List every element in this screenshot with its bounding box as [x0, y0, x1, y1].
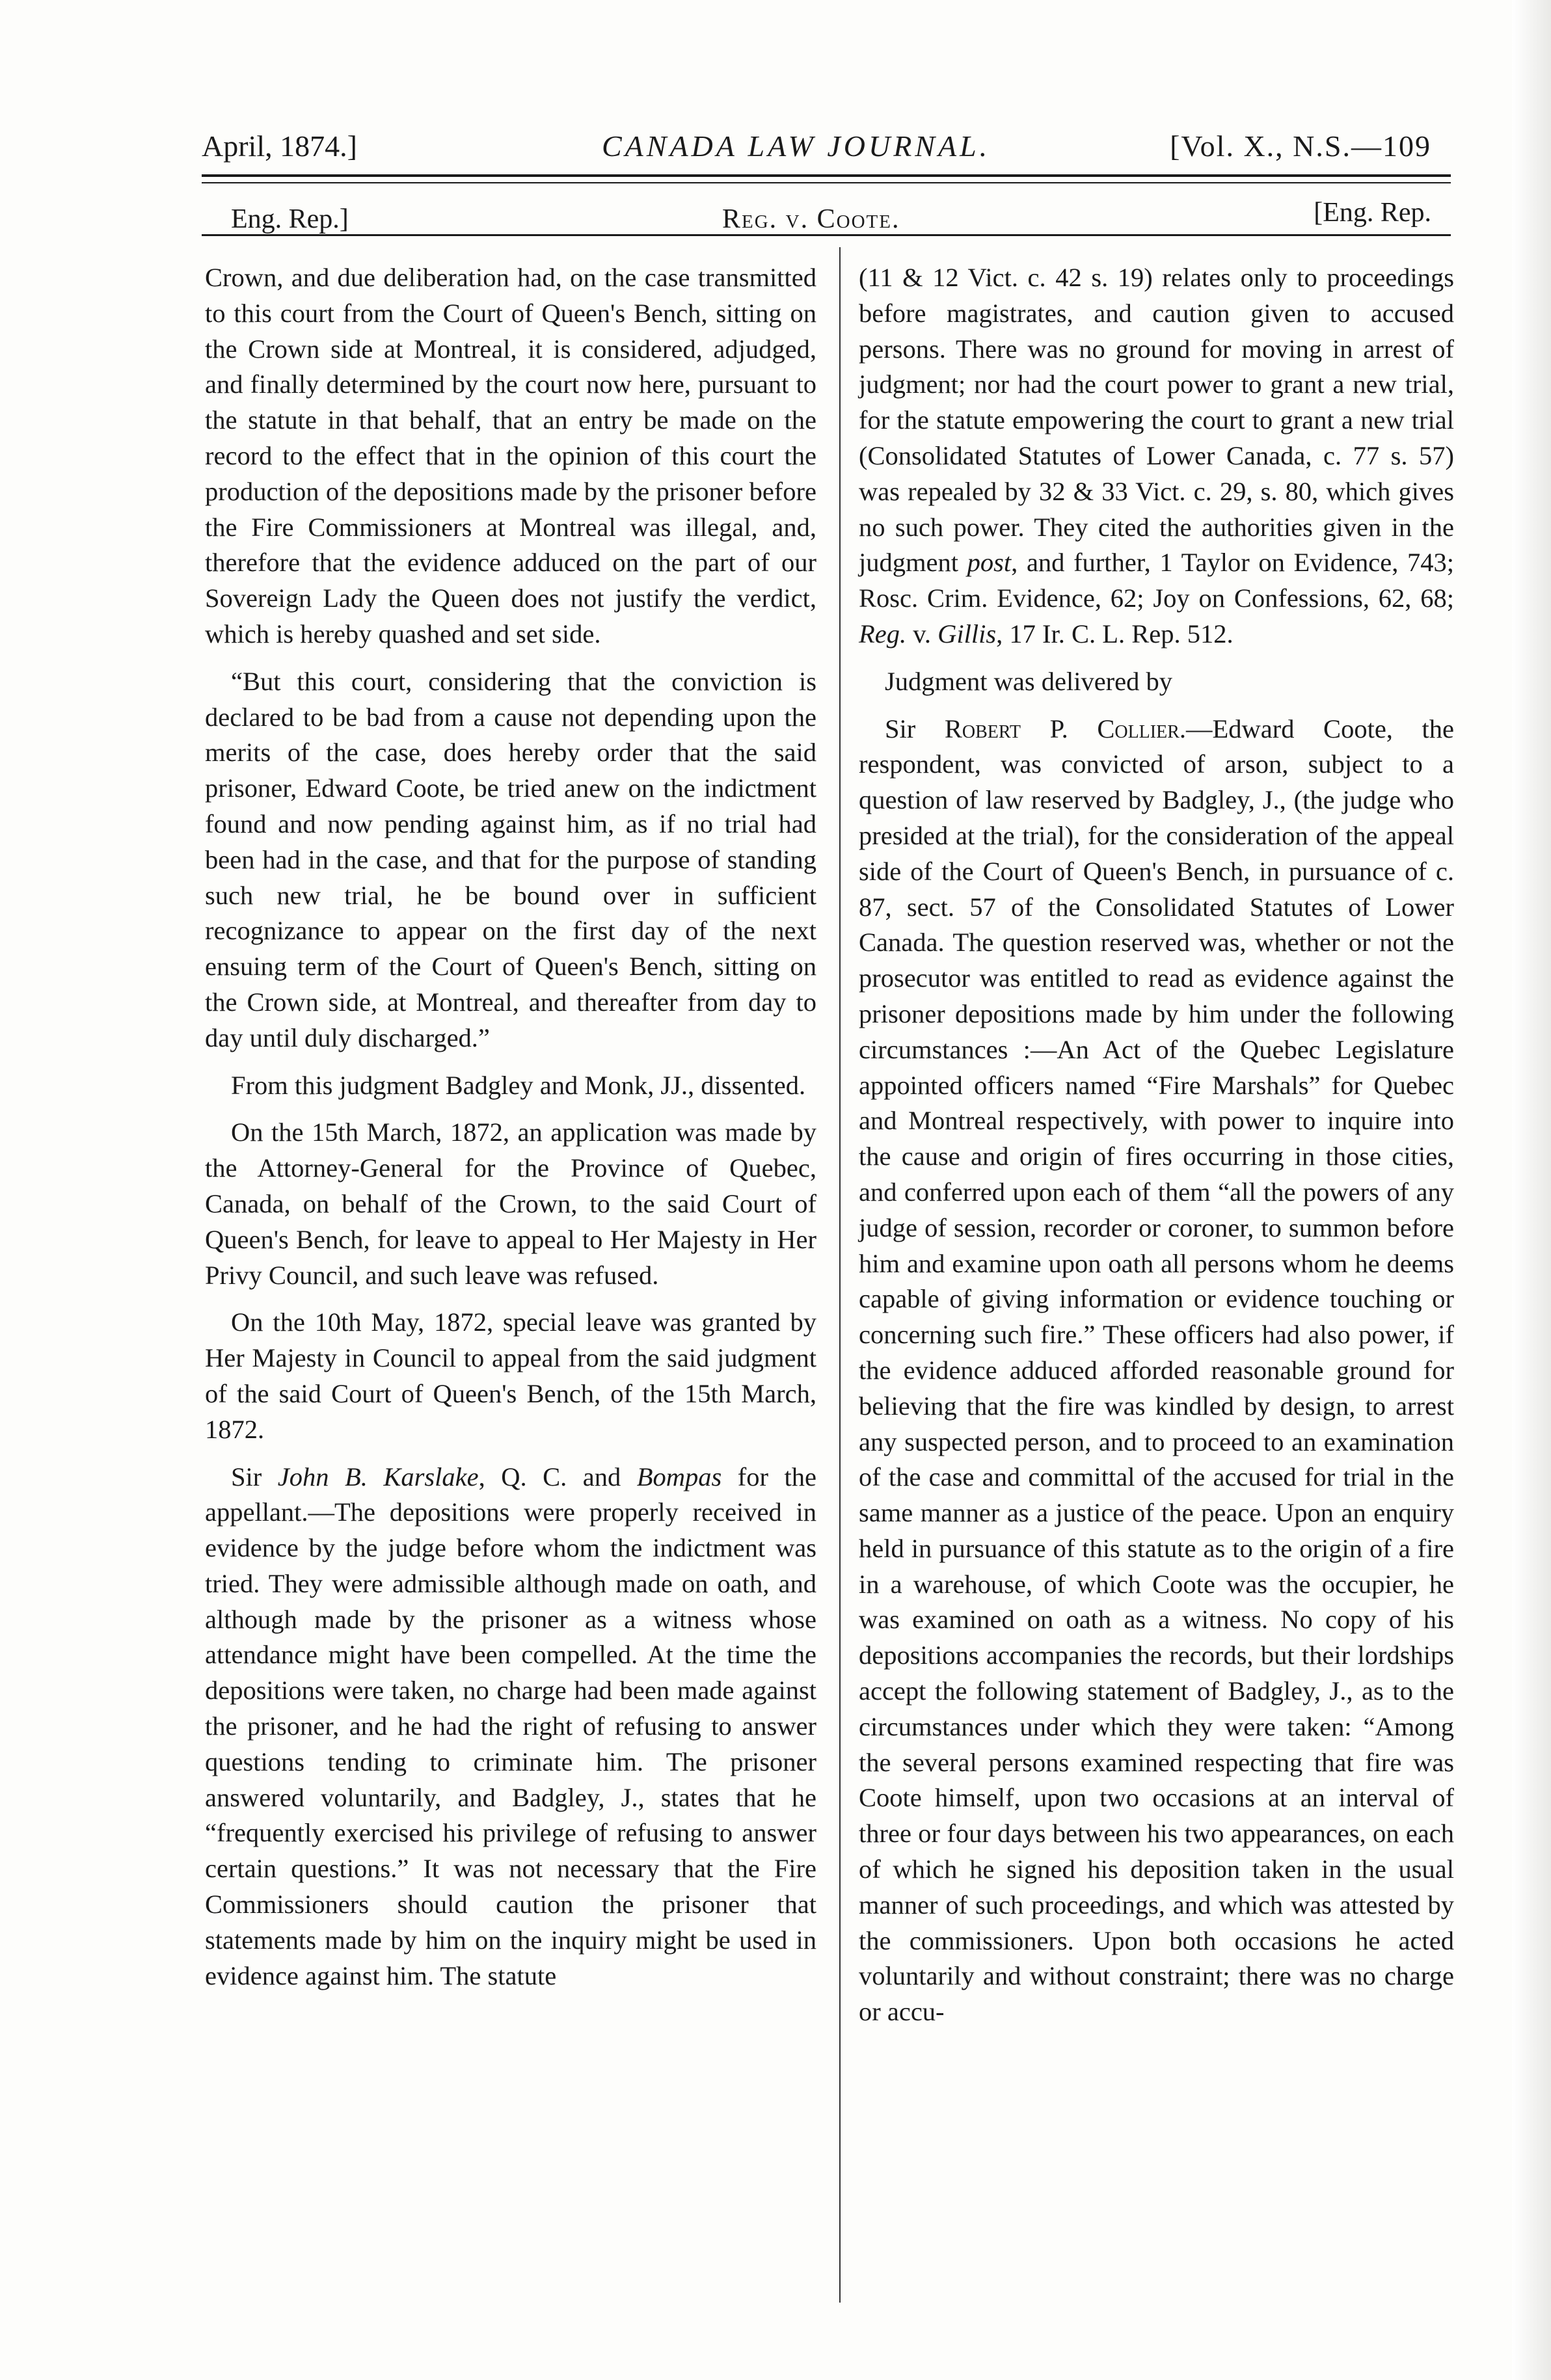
paragraph-statute-argument [859, 260, 1454, 652]
text-sir: Sir [231, 1462, 278, 1491]
paragraph-judgment-delivered: Judgment was delivered by [885, 666, 1173, 696]
text-judgment: .—Edward Coote, the respondent, was convicted of arson, subject to a question of law reserved by Badgley, J., (the judge who presided at the trial), for the consideration of the appeal side of the Court of Queen's Bench, in pursuance of c. 87, sect. 57 of the Consolidated Statutes of Lower Canada. The question reserved was, whether or not the prosecutor was entitled to read as evidence against the prisoner depositions made by him under the following circumstances :—An Act of the Quebec Legislature appointed officers named “Fire Marshals” for Quebec and Montreal respectively, with power to inquire into the cause and origin of fires occurring in those cities, and conferred upon each of them “all the powers of any judge of session, recorder or coroner, to summon before him and examine upon oath all persons whom he deems capable of giving information or evidence touching or concerning such fire.” These officers had also power, if the evidence adduced afforded reasonable ground for believing that the fire was kindled by design, to arrest any suspected person, and to proceed to an examination of the case and committal of the accused for trial in the same manner as a justice of the peace. Upon an enquiry held in pursuance of this statute as to the origin of a fire in a warehouse, of which Coote was the occupier, he was examined on oath as a witness. No copy of his depositions accompanies the records, but their lordships accept the following statement of Badgley, J., as to the circumstances under which they were taken: “Among the several persons examined respecting that fire was Coote himself, upon two occasions at an interval of three or four days between his two appearances, on each of which he signed his deposition taken in the usual manner of such proceedings, and which was attested by the commissioners. Upon both occasions he acted voluntarily and without constraint; there was no charge or accu- [859, 714, 1455, 2027]
word-post: post [967, 548, 1012, 578]
judge-name: Robert P. Collier [944, 714, 1180, 743]
right-column [859, 260, 1454, 2042]
paragraph-appellant-argument [205, 1460, 816, 1994]
text-argument: for the appellant.—The depositions were properly received in evidence by the judge before whom the indictment was tried. They were admissible although made on oath, and although made by the prisoner as a witness whose attendance might have been compelled. At the time the depositions were taken, no charge had been made against the prisoner, and he had the right of refusing to answer questions tending to criminate him. The prisoner answered voluntarily, and Badgley, J., states that he “frequently exercised his privilege of refusing to answer certain questions.” It was not necessary that the Fire Commissioners should caution the prisoner that statements made by him on the inquiry might be used in evidence against him. The statute [205, 1462, 816, 1990]
journal-title: CANADA LAW JOURNAL. [602, 129, 991, 163]
text-sir-judge: Sir [885, 714, 945, 743]
text-statute: (11 & 12 Vict. c. 42 s. 19) relates only to proceedings before magistrates, and caution given to accused persons. There was no ground for moving in arrest of judgment; nor had the court power to grant a new trial, for the statute empowering the court to grant a new trial (Consolidated Statutes of Lower Canada, c. 77 s. 57) was repealed by 32 & 33 Vict. c. 29, s. 80, which gives no such power. They cited the authorities given in the judgment [859, 263, 1454, 578]
text-versus: v. [906, 619, 938, 648]
section-label-left: Eng. Rep.] [231, 204, 349, 234]
page-edge-shadow [1512, 0, 1551, 2380]
case-name: Reg. v. Coote. [722, 204, 900, 234]
case-reg: Reg. [859, 619, 907, 648]
text-authorities: , and further, 1 Taylor on Evidence, 743; Rosc. Crim. Evidence, 62; Joy on Confessions, 62, 68; [859, 548, 1454, 613]
counsel-bompas: Bompas [636, 1462, 722, 1491]
column-divider [839, 247, 841, 2303]
header-double-rule [202, 174, 1451, 183]
header-date: April, 1874.] [202, 129, 357, 163]
counsel-karslake: John B. Karslake [277, 1462, 479, 1491]
text-citation: , 17 Ir. C. L. Rep. 512. [996, 619, 1234, 648]
paragraph-judgment-entry: Crown, and due deliberation had, on the case transmitted to this court from the Court of Queen's Bench, sitting on the Crown side at Montreal, it is considered, adjudged, and finally determined by the court now here, pursuant to the statute in that behalf, that an entry be made on the record to the effect that in the opinion of this court the production of the depositions made by the prisoner before the Fire Commissioners at Montreal was illegal, and, therefore that the evidence adduced on the part of our Sovereign Lady the Queen does not justify the verdict, which is hereby quashed and set side. [205, 263, 816, 648]
left-column [205, 260, 816, 2005]
volume-page-number: [Vol. X., N.S.—109 [1170, 129, 1431, 163]
case-gillis: Gillis [937, 619, 997, 648]
section-rule [202, 234, 1451, 236]
paragraph-dissent: From this judgment Badgley and Monk, JJ., dissented. [231, 1070, 806, 1100]
paragraph-new-trial-order: “But this court, considering that the conviction is declared to be bad from a cause not depending upon the merits of the case, does hereby order that the said prisoner, Edward Coote, be tried anew on the indictment found and now pending against him, as if no trial had been had in the case, and that for the purpose of standing such new trial, he be bound over in sufficient recognizance to appear on the first day of the next ensuing term of the Court of Queen's Bench, sitting on the Crown side, at Montreal, and thereafter from day to day until duly discharged.” [205, 666, 816, 1052]
section-label-right: [Eng. Rep. [1314, 198, 1431, 228]
running-header [202, 117, 1431, 169]
paragraph-collier-judgment [859, 712, 1454, 2030]
paragraph-special-leave: On the 10th May, 1872, special leave was granted by Her Majesty in Council to appeal from the said judgment of the said Court of Queen's Bench, of the 15th March, 1872. [205, 1307, 816, 1444]
section-header [221, 192, 1431, 237]
paragraph-leave-refused: On the 15th March, 1872, an application was made by the Attorney-General for the Province of Quebec, Canada, on behalf of the Crown, to the said Court of Queen's Bench, for leave to appeal to Her Majesty in Her Privy Council, and such leave was refused. [205, 1117, 816, 1290]
text-qc: , Q. C. and [478, 1462, 637, 1491]
